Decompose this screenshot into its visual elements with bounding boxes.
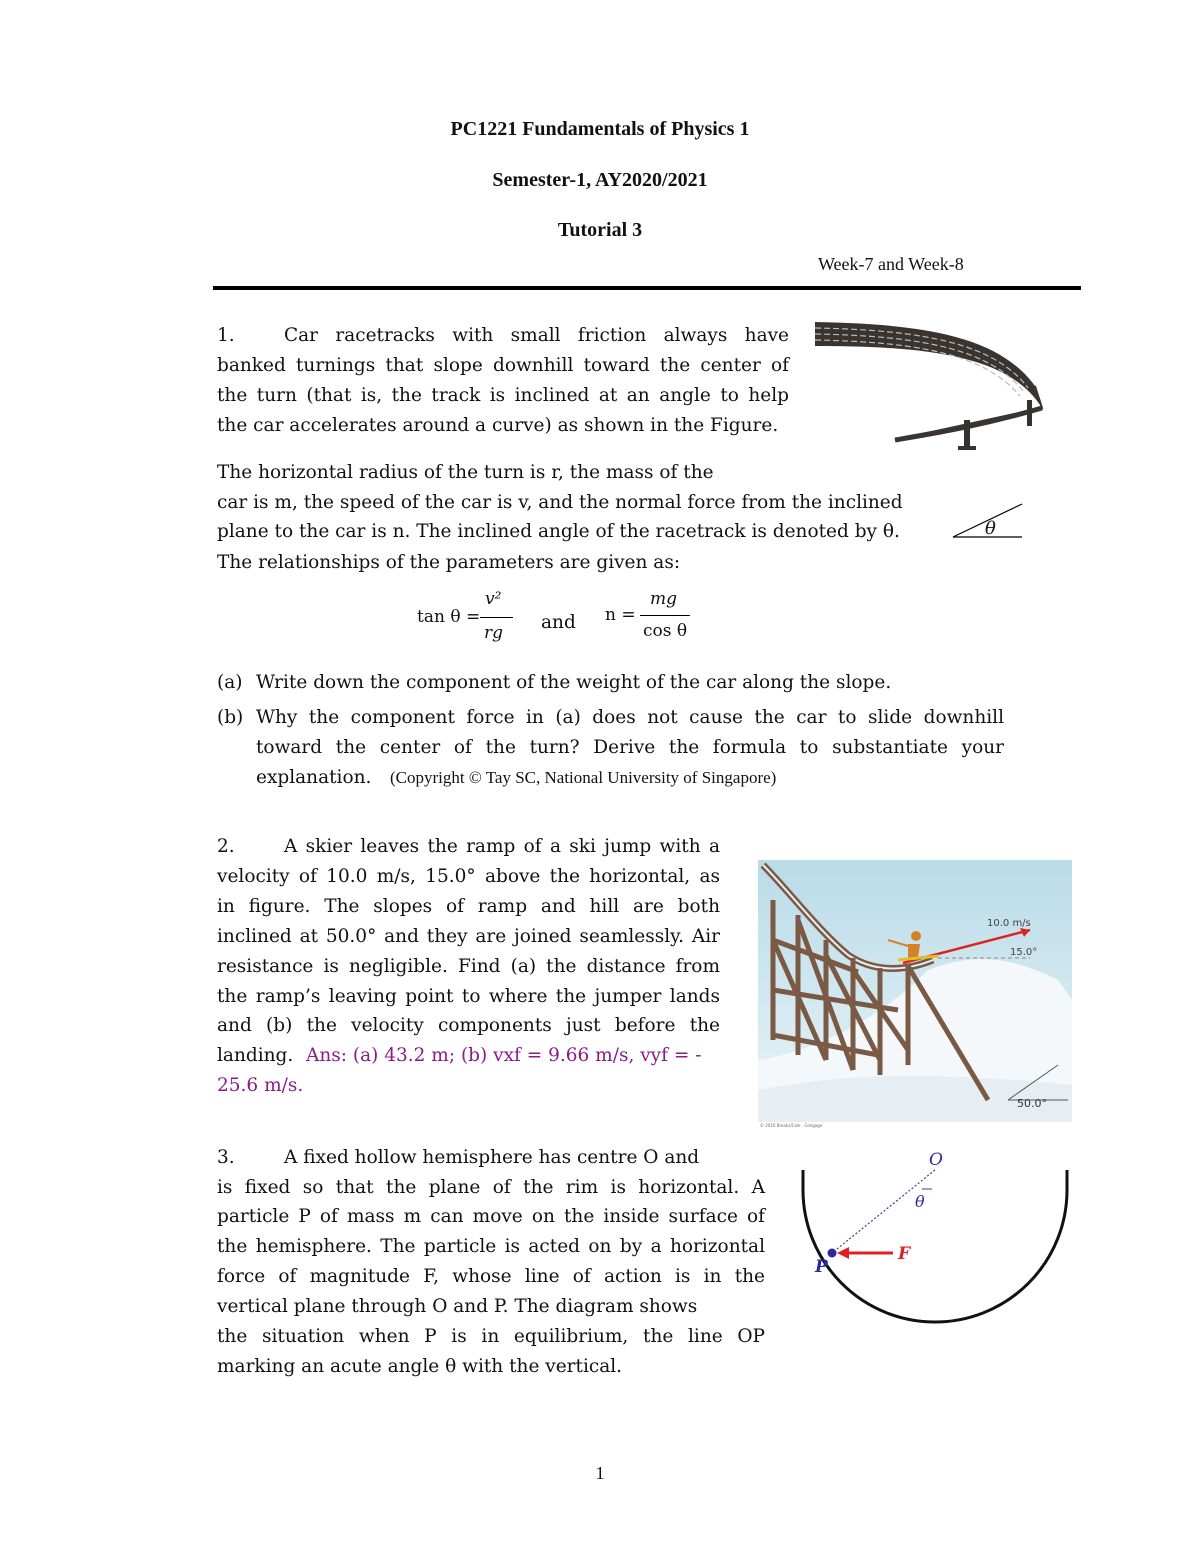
eq-denominator-2: cos θ: [643, 621, 688, 641]
q3-line: marking an acute angle θ with the vertical.: [217, 1356, 623, 1377]
q3-line: A fixed hollow hemisphere has centre O and: [284, 1147, 700, 1168]
q1-line: the car accelerates around a curve) as shown in the Figure.: [217, 415, 779, 436]
q3-line: the situation when P is in equilibrium, the line OP: [217, 1326, 765, 1347]
tutorial-title: Tutorial 3: [557, 219, 643, 241]
semester-title: Semester-1, AY2020/2021: [492, 169, 708, 191]
q1-part-b-line: explanation.: [256, 767, 372, 788]
q2-line: A skier leaves the ramp of a ski jump with a: [284, 836, 720, 857]
q2-line: the ramp’s leaving point to where the jumper lands: [217, 986, 720, 1007]
q3-line: force of magnitude F, whose line of action is in the: [217, 1266, 765, 1287]
racetrack-figure: [810, 316, 1050, 456]
q1-part-b-line: Why the component force in (a) does not cause the car to slide downhill: [256, 707, 1004, 728]
eq-numerator-2: mg: [650, 589, 678, 609]
fig-velocity-label: 10.0 m/s: [987, 918, 1031, 929]
q3-number: 3.: [217, 1147, 235, 1168]
q2-line: velocity of 10.0 m/s, 15.0° above the horizontal, as: [217, 866, 720, 887]
eq-denominator-1: rg: [484, 623, 504, 643]
fig-label-P: P: [815, 1257, 828, 1277]
fig-label-theta: θ: [915, 1192, 925, 1211]
eq-fraction-bar-2: [640, 615, 690, 616]
q1-line: banked turnings that slope downhill toward the center of: [217, 355, 789, 376]
fig-angle-label: 50.0°: [1017, 1097, 1047, 1110]
course-title: PC1221 Fundamentals of Physics 1: [450, 118, 750, 140]
angle-theta-label: θ: [985, 518, 996, 539]
weeks-label: Week-7 and Week-8: [818, 254, 964, 274]
copyright-note: (Copyright © Tay SC, National University of Singapore): [390, 768, 777, 787]
fig-label-O: O: [929, 1150, 943, 1170]
q1-line: car is m, the speed of the car is v, and the normal force from the inclined: [217, 492, 903, 513]
q3-line: particle P of mass m can move on the inside surface of: [217, 1206, 765, 1227]
q2-line: landing.: [217, 1045, 294, 1066]
q1-part-b-label: (b): [217, 707, 244, 728]
q1-line: The relationships of the parameters are given as:: [217, 552, 681, 573]
q3-line: vertical plane through O and P. The diagram shows: [217, 1296, 698, 1317]
fig-label-F: F: [898, 1244, 911, 1264]
eq-fraction-bar-1: [480, 617, 513, 618]
q1-line: the turn (that is, the track is inclined at an angle to help: [217, 385, 789, 406]
q1-part-a-text: Write down the component of the weight of the car along the slope.: [256, 672, 892, 693]
q2-line: and (b) the velocity components just before the: [217, 1015, 720, 1036]
ski-jump-figure: [758, 860, 1072, 1122]
q1-part-b-line: toward the center of the turn? Derive the formula to substantiate your: [256, 737, 1004, 758]
eq-tan-left: tan θ =: [417, 607, 481, 627]
hemisphere-figure: [795, 1165, 1075, 1315]
q1-part-a-label: (a): [217, 672, 243, 693]
eq-and: and: [541, 612, 576, 633]
page-number: 1: [595, 1463, 605, 1483]
q1-number: 1.: [217, 325, 235, 346]
q1-line: Car racetracks with small friction always have: [284, 325, 789, 346]
q2-answer: 25.6 m/s.: [217, 1075, 304, 1096]
q2-line: in figure. The slopes of ramp and hill are both: [217, 896, 720, 917]
fig-angle-label: 15.0°: [1010, 947, 1038, 958]
header-divider: [213, 286, 1081, 290]
q1-line: plane to the car is n. The inclined angle of the racetrack is denoted by θ.: [217, 521, 900, 542]
q2-line: resistance is negligible. Find (a) the distance from: [217, 956, 720, 977]
q2-answer: Ans: (a) 43.2 m; (b) vxf = 9.66 m/s, vyf = -: [306, 1045, 702, 1066]
q2-number: 2.: [217, 836, 235, 857]
q3-line: the hemisphere. The particle is acted on by a horizontal: [217, 1236, 765, 1257]
q2-line: inclined at 50.0° and they are joined seamlessly. Air: [217, 926, 720, 947]
fig-credit: © 2010 Brooks/Cole - Cengage: [760, 1123, 823, 1128]
q3-line: is fixed so that the plane of the rim is horizontal. A: [217, 1177, 765, 1198]
eq-numerator-1: v²: [485, 589, 502, 609]
eq-n-left: n =: [605, 605, 636, 625]
q1-line: The horizontal radius of the turn is r, the mass of the: [217, 462, 714, 483]
